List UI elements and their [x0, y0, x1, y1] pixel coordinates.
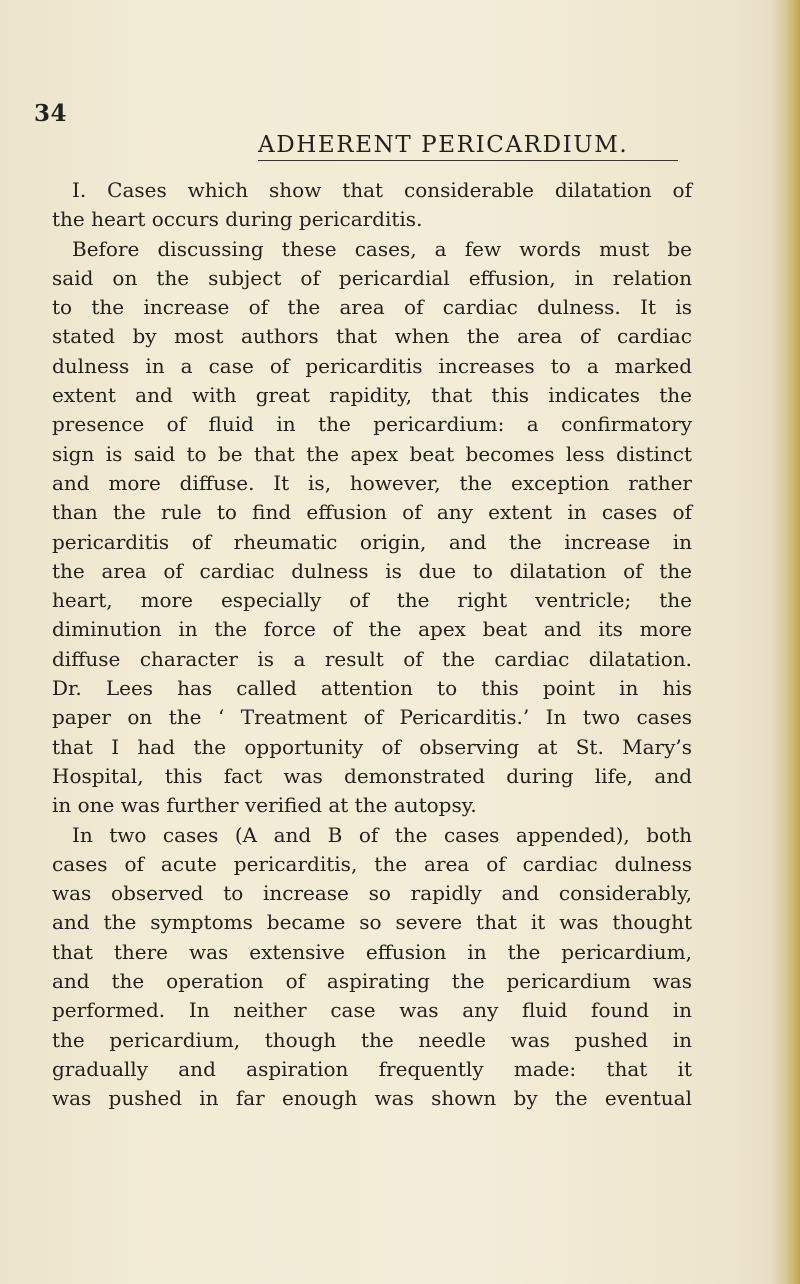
text-line: extent and with great rapidity, that this indicates the [52, 383, 692, 408]
text-line: Before discussing these cases, a few words must be [72, 236, 692, 261]
text-line: gradually and aspiration frequently made: that it [52, 1056, 692, 1081]
text-line: Dr. Lees has called attention to this point in his [52, 676, 692, 701]
text-line: the heart occurs during pericarditis. [52, 207, 423, 232]
text-line: and more diffuse. It is, however, the exception rather [52, 470, 692, 495]
text-line: heart, more especially of the right ventricle; the [52, 588, 692, 613]
body-text [52, 176, 692, 1114]
text-line: presence of fluid in the pericardium: a confirmatory [52, 412, 692, 437]
text-line: in one was further verified at the autopsy. [52, 793, 477, 818]
text-line: stated by most authors that when the area of cardiac [52, 324, 692, 349]
text-line: and the operation of aspirating the pericardium was [52, 969, 692, 994]
header-rule [258, 160, 678, 161]
text-line: and the symptoms became so severe that it was thought [52, 910, 692, 935]
text-line: pericarditis of rheumatic origin, and the increase in [52, 529, 692, 554]
text-line: sign is said to be that the apex beat becomes less distinct [52, 441, 692, 466]
page-number: 34 [34, 100, 68, 127]
text-line: was observed to increase so rapidly and considerably, [52, 881, 692, 906]
text-line: paper on the ‘ Treatment of Pericarditis.’ In two cases [52, 705, 692, 730]
text-line: than the rule to find effusion of any extent in cases of [52, 500, 692, 525]
text-line: to the increase of the area of cardiac dulness. It is [52, 295, 692, 320]
text-line: said on the subject of pericardial effusion, in relation [52, 265, 692, 290]
text-line: In two cases (A and B of the cases appended), both [72, 822, 692, 847]
text-line: the area of cardiac dulness is due to dilatation of the [52, 558, 692, 583]
running-head: ADHERENT PERICARDIUM. [258, 132, 629, 158]
text-line: performed. In neither case was any fluid found in [52, 998, 692, 1023]
text-line: that there was extensive effusion in the pericardium, [52, 939, 692, 964]
text-line: diffuse character is a result of the cardiac dilatation. [52, 646, 692, 671]
text-line: dulness in a case of pericarditis increases to a marked [52, 353, 692, 378]
text-line: the pericardium, though the needle was pushed in [52, 1027, 692, 1052]
text-line: was pushed in far enough was shown by the eventual [52, 1086, 692, 1111]
text-line: that I had the opportunity of observing at St. Mary’s [52, 734, 692, 759]
page-edge-shadow [770, 0, 800, 1284]
text-line: Hospital, this fact was demonstrated during life, and [52, 763, 692, 788]
text-line: cases of acute pericarditis, the area of cardiac dulness [52, 851, 692, 876]
text-line: diminution in the force of the apex beat and its more [52, 617, 692, 642]
text-line: I. Cases which show that considerable dilatation of [72, 178, 692, 202]
